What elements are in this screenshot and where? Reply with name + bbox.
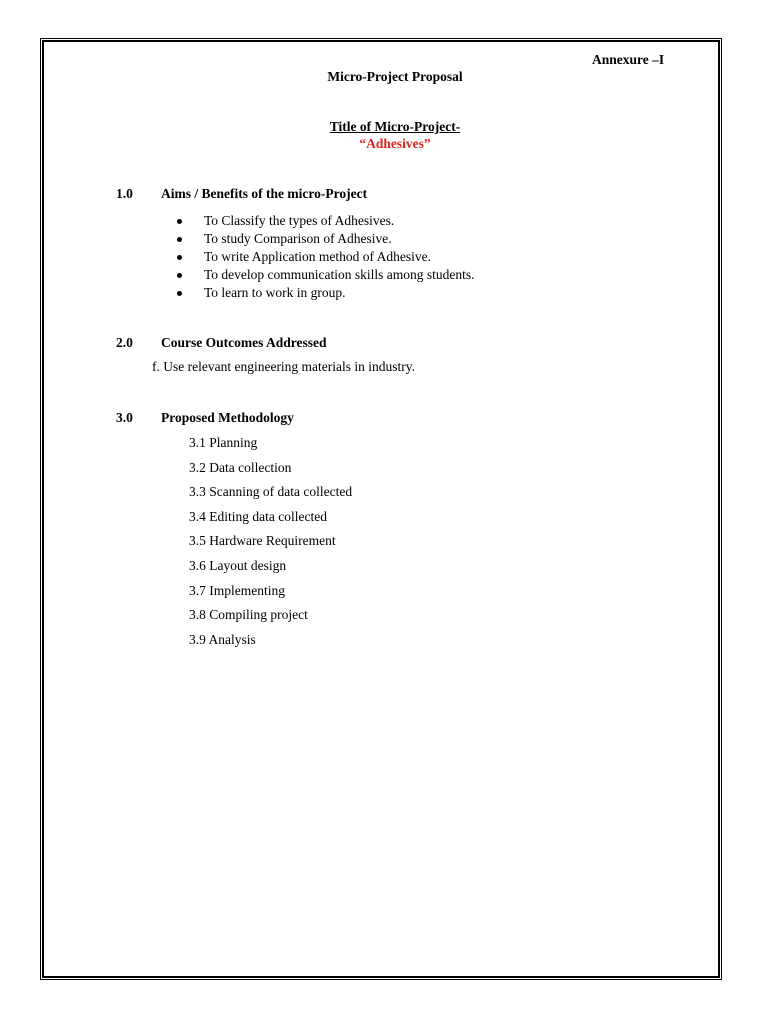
section-methodology-number: 3.0: [116, 410, 133, 425]
aim-text: To learn to work in group.: [204, 285, 346, 300]
micro-project-subtitle: “Adhesives”: [359, 136, 431, 151]
list-item: 3.8 Compiling project: [189, 607, 308, 623]
list-item: 3.4 Editing data collected: [189, 508, 327, 524]
section-methodology-title: Proposed Methodology: [161, 410, 294, 425]
page-border: [40, 38, 722, 980]
aim-text: To write Application method of Adhesive.: [204, 249, 432, 264]
proposal-title: Micro-Project Proposal: [327, 69, 463, 84]
annexure-label: Annexure –I: [592, 52, 665, 67]
list-item: [176, 230, 475, 248]
list-item: 3.3 Scanning of data collected: [189, 484, 353, 500]
bullet-icon: [177, 255, 182, 260]
section-aims-title: Aims / Benefits of the micro-Project: [161, 186, 368, 201]
list-item: 3.1 Planning: [189, 435, 258, 450]
list-item: [176, 212, 475, 230]
section-outcomes-title: Course Outcomes Addressed: [161, 335, 327, 350]
section-aims-number: 1.0: [116, 186, 133, 201]
methodology-list: [189, 434, 352, 655]
bullet-icon: [177, 273, 182, 278]
bullet-icon: [177, 291, 182, 296]
aim-text: To develop communication skills among students.: [204, 267, 475, 282]
outcome-text: f. Use relevant engineering materials in industry.: [152, 359, 416, 374]
list-item: 3.5 Hardware Requirement: [189, 533, 336, 549]
section-outcomes-number: 2.0: [116, 335, 133, 350]
list-item: 3.9 Analysis: [189, 631, 256, 647]
list-item: 3.2 Data collection: [189, 459, 292, 475]
list-item: 3.6 Layout design: [189, 557, 287, 573]
micro-project-title: Title of Micro-Project-: [329, 119, 461, 134]
bullet-icon: [177, 237, 182, 242]
aims-list: [176, 212, 475, 302]
list-item: 3.7 Implementing: [189, 582, 285, 598]
aim-text: To study Comparison of Adhesive.: [204, 231, 392, 246]
list-item: [176, 266, 475, 284]
aim-text: To Classify the types of Adhesives.: [204, 213, 395, 228]
list-item: [176, 284, 475, 302]
bullet-icon: [177, 219, 182, 224]
list-item: [176, 248, 475, 266]
